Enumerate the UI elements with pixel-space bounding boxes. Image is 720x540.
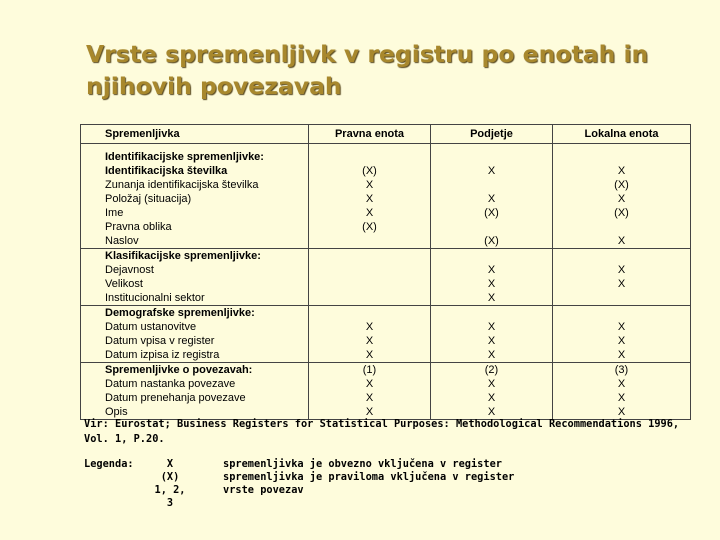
section-heading: Demografske spremenljivke: — [81, 306, 309, 321]
table-row: Datum nastanka povezave X X X — [81, 377, 691, 391]
legend-description: spremenljivka je obvezno vključena v register — [223, 458, 502, 470]
legend-label: Legenda: — [84, 458, 134, 470]
table-row: Ime X (X) (X) — [81, 206, 691, 220]
header-local-unit: Lokalna enota — [553, 125, 691, 144]
header-legal-unit: Pravna enota — [309, 125, 431, 144]
section-heading: Identifikacijske spremenljivke: — [81, 150, 309, 164]
legend-code: 1, 2, 3 — [154, 484, 186, 509]
source-note: Vir: Eurostat; Business Registers for Statistical Purposes: Methodological Recommendations 1996, Vol. 1, P.20. — [84, 418, 680, 445]
table-row: Institucionalni sektor X — [81, 291, 691, 306]
section-heading: Spremenljivke o povezavah: — [81, 363, 309, 378]
table-row: Datum ustanovitve X X X — [81, 320, 691, 334]
table-row: Naslov (X) X — [81, 234, 691, 249]
table-row: Identifikacijska številka (X) X X — [81, 164, 691, 178]
legend-codes — [150, 458, 190, 509]
legend-descriptions — [223, 458, 514, 497]
legend-description: spremenljivka je praviloma vključena v register — [223, 471, 515, 483]
legend-code: X — [166, 458, 174, 470]
table-row: Položaj (situacija) X X X — [81, 192, 691, 206]
header-variable: Spremenljivka — [81, 125, 309, 144]
table-row: Datum prenehanja povezave X X X — [81, 391, 691, 405]
section-heading-row: Spremenljivke o povezavah: (1) (2) (3) — [81, 363, 691, 378]
table-row: Datum vpisa v register X X X — [81, 334, 691, 348]
table-row: Opis X X X — [81, 405, 691, 420]
table-row: Datum izpisa iz registra X X X — [81, 348, 691, 363]
legend-description: vrste povezav — [223, 484, 304, 496]
table-header-row — [81, 125, 691, 144]
section-heading-row — [81, 306, 691, 321]
legend-code: (X) — [160, 471, 180, 483]
table-row: Pravna oblika (X) — [81, 220, 691, 234]
table-row: Velikost X X — [81, 277, 691, 291]
header-enterprise: Podjetje — [431, 125, 553, 144]
table-row: Dejavnost X X — [81, 263, 691, 277]
section-heading-row — [81, 150, 691, 164]
table-row: Zunanja identifikacijska številka X (X) — [81, 178, 691, 192]
section-heading-row — [81, 249, 691, 264]
section-heading: Klasifikacijske spremenljivke: — [81, 249, 309, 264]
slide-title: Vrste spremenljivk v registru po enotah in njihovih povezavah — [86, 40, 649, 100]
variables-table — [80, 124, 691, 420]
